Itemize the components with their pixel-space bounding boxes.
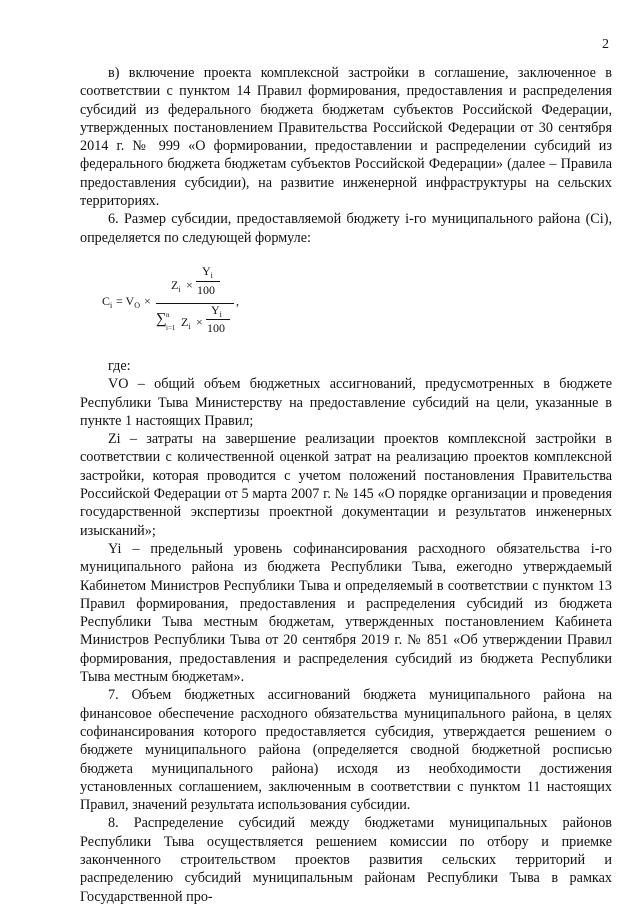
formula-times-1: × — [144, 293, 151, 308]
formula-den-y-line — [206, 319, 230, 320]
definition-yi: Yi – предельный уровень софинансирования расходного обязательства i-го муниципального района из бюджета Республики Тыва, ежегодно утверждаемый Кабинетом Министров Республики Тыва и определяемый в соответствии с пунктом 13 Правил формирования, предоставления и распределения субсидий из бюджета Республики Тыва местным бюджетам, утвержденных постановлением Кабинета Министров Республики Тыва от 20 сентября 2019 г. № 851 «Об утверждении Правил формирования, предоставления и распределения субсидий из бюджета Республики Тыва местным бюджетам». — [80, 540, 612, 686]
definition-zi: Zi – затраты на завершение реализации проектов комплексной застройки в соответствии с количественной оценкой затрат на реализацию проектов комплексной застройки, которая проводится с учетом положений постановления Правительства Российской Федерации от 5 марта 2007 г. № 145 «О порядке организации и проведения государственной экспертизы проектной документации и результатов инженерных изысканий»; — [80, 431, 612, 539]
definition-vo: VO – общий объем бюджетных ассигнований, предусмотренных в бюджете Республики Тыва Министерству на предоставление субсидий на цели, указанные в пункте 1 настоящих Правил; — [80, 376, 612, 429]
formula-num-100: 100 — [197, 282, 215, 297]
document-body — [80, 64, 612, 906]
formula-den-y: $Y_i$ — [211, 302, 222, 319]
paragraph-7: 7. Объем бюджетных ассигнований бюджета муниципального района на финансовое обеспечение расходного обязательства муниципального района, в целях софинансирования которого предоставляется субсидия, утверждается решением о бюджете муниципального района (определяется сводной бюджетной росписью бюджета муниципального района) исходя из необходимости достижения установленных соглашением, заключенным в соответствии с пунктом 11 настоящих Правил, значений результата использования субсидии. — [80, 687, 612, 814]
formula-sum-sub: i=1 — [166, 323, 176, 332]
paragraph-v: в) включение проекта комплексной застройки в соглашение, заключенное в соответствии с пунктом 14 Правил формирования, предоставления и распределения субсидий из федерального бюджета бюджетам субъектов Российской Федерации, утвержденных постановлением Правительства Российской Федерации от 30 сентября 2014 г. № 999 «О формировании, предоставлении и распределении субсидий из федерального бюджета бюджетам субъектов Российской Федерации» (далее – Правила предоставления субсидии), на развитие инженерной инфраструктуры на сельских территориях. — [80, 65, 612, 210]
formula-den-z: $Z_i$ — [181, 314, 191, 331]
formula-num-times: × — [186, 277, 193, 292]
formula-lhs: $C_i$ — [102, 293, 113, 310]
paragraph-where: где: — [108, 357, 131, 374]
paragraph-6: 6. Размер субсидии, предоставляемой бюджету i-го муниципального района (Ci), определяется по следующей формуле: — [80, 211, 612, 246]
formula-den-100: 100 — [207, 320, 225, 335]
page-number: 2 — [602, 37, 609, 52]
formula-sum-sup: n — [166, 310, 170, 319]
formula-den-times: × — [196, 314, 203, 329]
formula-num-z: $Z_i$ — [171, 277, 181, 294]
formula-sum: ∑ — [156, 310, 167, 327]
formula-end: , — [236, 293, 239, 308]
subsidy-formula — [80, 257, 612, 345]
paragraph-8: 8. Распределение субсидий между бюджетами муниципальных районов Республики Тыва осуществляется решением комиссии по отбору и приемке законченного строительством проектов развития сельских территорий и распределению субсидий муниципальным районам Республики Тыва в рамках Государственной про- — [80, 815, 612, 905]
formula-num-y: $Y_i$ — [202, 263, 213, 280]
formula-main-line — [156, 303, 234, 304]
formula-vo: = $V_O$ — [116, 293, 140, 310]
formula-num-y-line — [196, 281, 220, 282]
